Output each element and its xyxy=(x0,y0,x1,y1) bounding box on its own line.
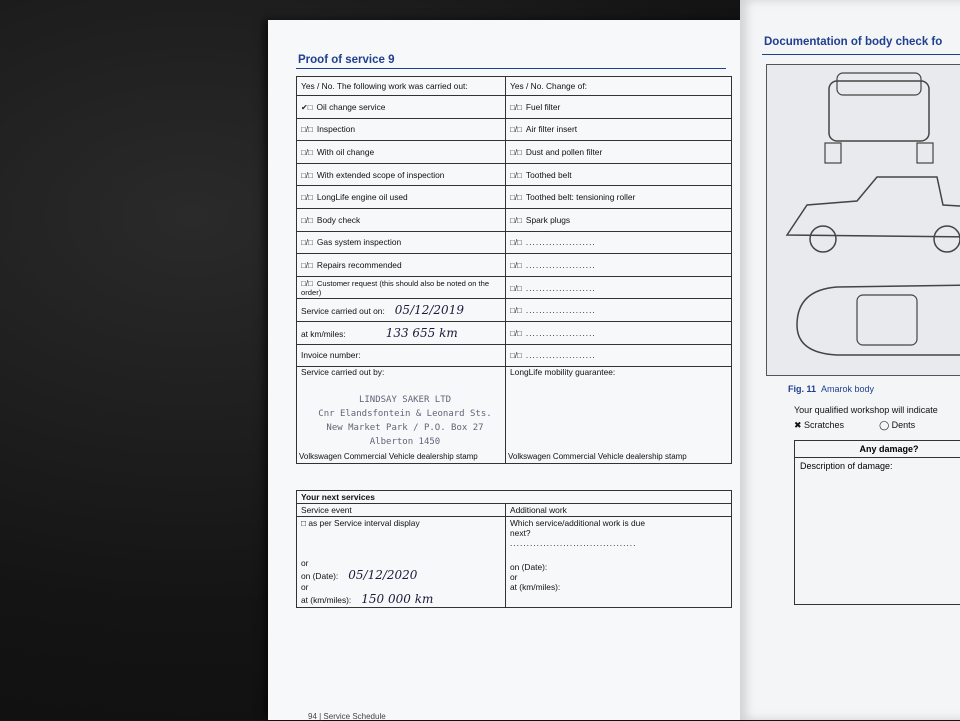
work-item: Body check xyxy=(317,215,360,225)
work-item: Repairs recommended xyxy=(317,260,402,270)
body-check-title: Documentation of body check fo xyxy=(764,36,942,48)
figure-title: Amarok body xyxy=(821,384,874,394)
change-item: Toothed belt: tensioning roller xyxy=(526,192,635,202)
work-header: Yes / No. The following work was carried out: xyxy=(297,77,506,96)
damage-legend xyxy=(794,420,915,431)
interval-option[interactable]: □ as per Service interval display xyxy=(301,518,501,528)
checkbox[interactable]: □/□ xyxy=(510,329,522,338)
page-title: Proof of service 9 xyxy=(298,54,395,66)
work-item: LongLife engine oil used xyxy=(317,192,408,202)
table-row xyxy=(297,276,732,299)
figure-caption xyxy=(788,384,874,394)
km-value[interactable]: 133 655 km xyxy=(386,326,458,340)
checkbox[interactable]: □/□ xyxy=(510,238,522,247)
table-row xyxy=(297,231,732,254)
change-item-blank: ..................... xyxy=(526,305,596,315)
figure-number: Fig. 11 xyxy=(788,384,816,394)
dealer-stamp-label: Volkswagen Commercial Vehicle dealership stamp xyxy=(508,452,687,461)
checkbox[interactable]: □/□ xyxy=(510,351,522,360)
table-row xyxy=(297,118,732,141)
change-item: Air filter insert xyxy=(526,124,577,134)
title-divider xyxy=(762,54,960,55)
dealer-stamp xyxy=(305,393,505,449)
change-item-blank: ..................... xyxy=(526,260,596,270)
damage-table xyxy=(794,440,960,605)
additional-work-header: Additional work xyxy=(506,504,732,517)
km-label: at km/miles: xyxy=(301,329,346,339)
or-text: or xyxy=(301,558,501,568)
service-record-page xyxy=(268,20,752,720)
work-item: With extended scope of inspection xyxy=(317,170,445,180)
checkbox[interactable]: □/□ xyxy=(301,216,313,225)
checkbox[interactable]: □/□ xyxy=(301,261,313,270)
dotted-line[interactable]: ...................................... xyxy=(510,538,727,548)
change-item: Fuel filter xyxy=(526,102,560,112)
checkbox[interactable]: □/□ xyxy=(510,306,522,315)
table-row xyxy=(297,163,732,186)
stamp-line: New Market Park / P.O. Box 27 xyxy=(305,421,505,435)
checkbox[interactable]: □/□ xyxy=(510,261,522,270)
change-item-blank: ..................... xyxy=(526,350,596,360)
checkbox[interactable]: □/□ xyxy=(510,125,522,134)
checkbox[interactable]: □/□ xyxy=(301,193,313,202)
dealer-stamp-label: Volkswagen Commercial Vehicle dealership stamp xyxy=(299,452,478,461)
table-row xyxy=(297,321,732,344)
stamp-line: LINDSAY SAKER LTD xyxy=(305,393,505,407)
change-item: Toothed belt xyxy=(526,170,572,180)
dents-legend: ◯ Dents xyxy=(879,420,915,430)
service-date-label: Service carried out on: xyxy=(301,306,385,316)
checkbox[interactable]: □/□ xyxy=(301,125,313,134)
checkbox[interactable]: □/□ xyxy=(510,148,522,157)
change-item-blank: ..................... xyxy=(526,328,596,338)
next-date-label: on (Date): xyxy=(301,571,338,581)
work-item: Customer request (this should also be noted on the order) xyxy=(301,279,489,297)
checkbox[interactable]: □/□ xyxy=(510,103,522,112)
any-damage-header: Any damage? xyxy=(795,441,960,458)
work-item: Oil change service xyxy=(317,102,386,112)
checkbox[interactable]: □/□ xyxy=(510,216,522,225)
body-check-page xyxy=(740,0,960,720)
which-service-text: Which service/additional work is due next? xyxy=(510,518,660,538)
change-item-blank: ..................... xyxy=(526,283,596,293)
table-row xyxy=(297,344,732,367)
checkbox[interactable]: □/□ xyxy=(510,171,522,180)
table-row xyxy=(297,208,732,231)
change-item-blank: ..................... xyxy=(526,237,596,247)
table-row xyxy=(297,299,732,322)
checkbox[interactable]: ✔□ xyxy=(301,103,313,112)
checkbox[interactable]: □/□ xyxy=(301,279,313,288)
page-footer: 94 | Service Schedule xyxy=(308,712,386,721)
checkbox[interactable]: □/□ xyxy=(301,171,313,180)
carried-out-by-label: Service carried out by: xyxy=(301,367,501,377)
table-row xyxy=(297,141,732,164)
or-text: or xyxy=(301,582,501,592)
work-item: Inspection xyxy=(317,124,355,134)
or-text: or xyxy=(510,572,727,582)
table-row xyxy=(297,96,732,119)
service-date-value[interactable]: 05/12/2019 xyxy=(395,303,464,317)
table-row xyxy=(297,186,732,209)
next-km-value[interactable]: 150 000 km xyxy=(361,592,433,606)
next-services-title: Your next services xyxy=(297,491,732,504)
service-work-table xyxy=(296,76,732,464)
vehicle-diagram xyxy=(766,64,960,376)
table-row xyxy=(297,367,732,464)
service-event-header: Service event xyxy=(297,504,506,517)
mobility-guarantee-label: LongLife mobility guarantee: xyxy=(510,367,727,377)
checkbox[interactable]: □/□ xyxy=(510,193,522,202)
table-row xyxy=(297,254,732,277)
checkbox[interactable]: □/□ xyxy=(301,238,313,247)
work-item: With oil change xyxy=(317,147,374,157)
stamp-line: Alberton 1450 xyxy=(305,435,505,449)
vehicle-outline-icon xyxy=(767,65,960,375)
next-date-value[interactable]: 05/12/2020 xyxy=(348,568,417,582)
title-divider xyxy=(296,68,726,69)
damage-description[interactable]: Description of damage: xyxy=(795,458,960,605)
checkbox[interactable]: □/□ xyxy=(510,284,522,293)
additional-km-label: at (km/miles): xyxy=(510,582,560,592)
checkbox[interactable]: □/□ xyxy=(301,148,313,157)
work-item: Gas system inspection xyxy=(317,237,401,247)
additional-date-label: on (Date): xyxy=(510,562,547,572)
next-services-table xyxy=(296,490,732,608)
invoice-label: Invoice number: xyxy=(301,350,361,360)
next-km-label: at (km/miles): xyxy=(301,595,351,605)
change-header: Yes / No. Change of: xyxy=(506,77,732,96)
scratches-legend: ✖ Scratches xyxy=(794,420,844,430)
stamp-line: Cnr Elandsfontein & Leonard Sts. xyxy=(305,407,505,421)
change-item: Dust and pollen filter xyxy=(526,147,602,157)
change-item: Spark plugs xyxy=(526,215,570,225)
workshop-note: Your qualified workshop will indicate xyxy=(794,405,938,415)
